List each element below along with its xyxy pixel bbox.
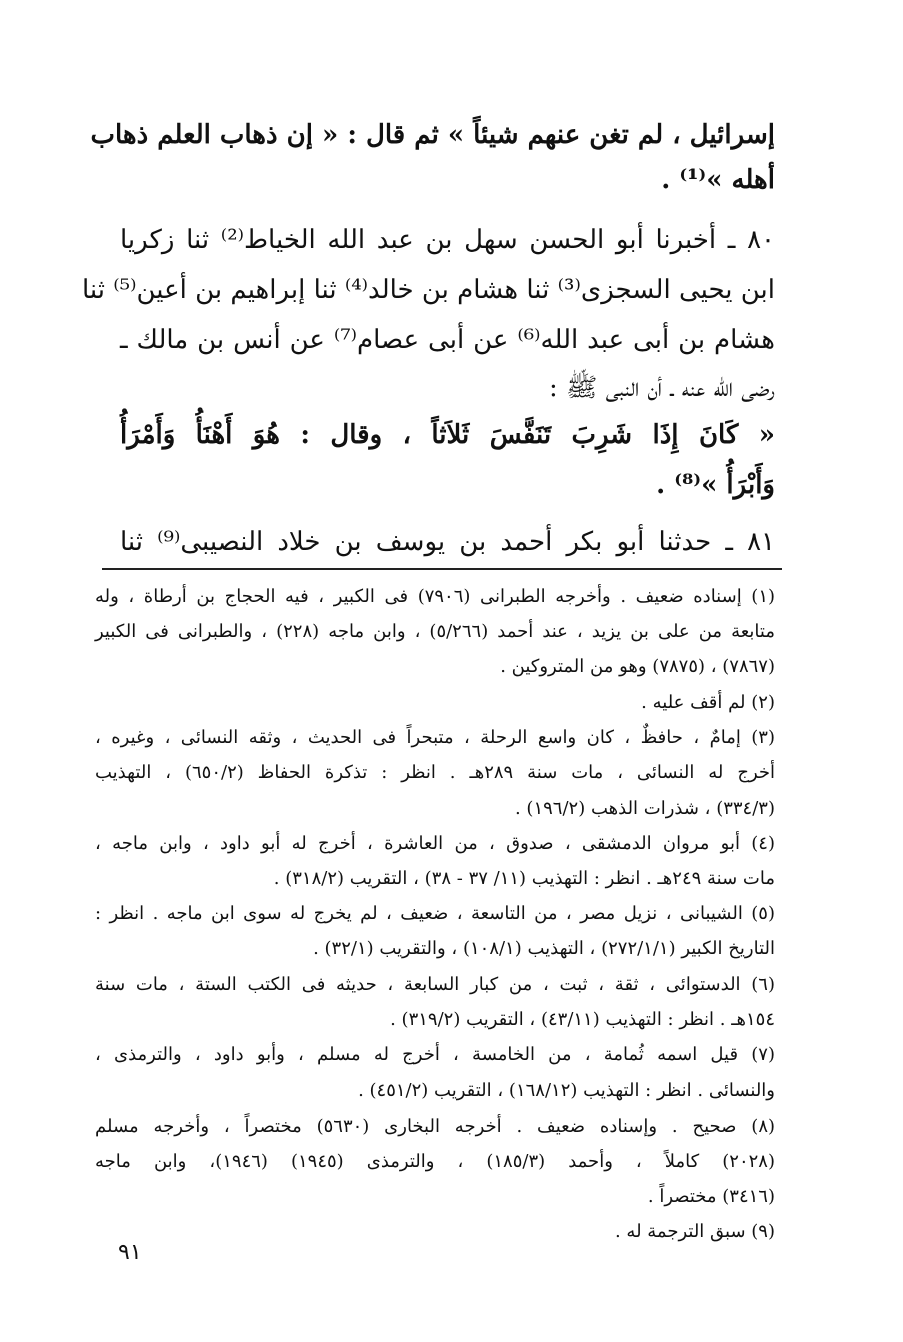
footnote-line: (٦) الدستوائى ، ثقة ، ثبت ، من كبار السابعة ، حديثه فى الكتب الستة ، مات سنة — [95, 974, 775, 995]
page-number: ٩١ — [118, 1240, 142, 1265]
footnote-line: (٨) صحيح . وإسناده ضعيف . أخرجه البخارى (٥٦٣٠) مختصراً ، وأخرجه مسلم — [95, 1116, 776, 1137]
footnote-line: مات سنة ٢٤٩هـ . انظر : التهذيب (١١/ ٣٧ - ٣٨) ، التقريب (٣١٨/٢) . — [273, 868, 775, 889]
footnote-line: (٣٤١٦) مختصراً . — [647, 1186, 775, 1207]
footnote-line: (٢٠٢٨) كاملاً ، وأحمد (١٨٥/٣) ، والترمذى (١٩٤٥) (١٩٤٦)، وابن ماجه — [95, 1151, 775, 1172]
footnote-line: التاريخ الكبير (٢٧٢/١/١) ، التهذيب (١٠٨/١) ، والتقريب (٣٢/١) . — [313, 938, 775, 959]
footnote-line: (٧٨٦٧) ، (٧٨٧٥) وهو من المتروكين . — [500, 656, 775, 677]
footnote-line: متابعة من على بن يزيد ، عند أحمد (٥/٢٦٦) ، وابن ماجه (٢٢٨) ، والطبرانى فى الكبير — [95, 621, 775, 642]
hadith-text-line: وَأَبْرَأُ »⁽⁸⁾ . — [656, 470, 775, 500]
hadith-80-line: ٨٠ ـ أخبرنا أبو الحسن سهل بن عبد الله الخياط⁽²⁾ ثنا زكريا — [120, 225, 776, 255]
footnote-line: (١) إسناده ضعيف . وأخرجه الطبرانى (٧٩٠٦) فى الكبير ، فيه الحجاج بن أرطاة ، وله — [95, 586, 776, 607]
main-text-line: هشام بن أبى عبد الله⁽⁶⁾ عن أبى عصام⁽⁷⁾ عن أنس بن مالك ـ — [120, 325, 775, 355]
footnote-line: (٣٣٤/٣) ، شذرات الذهب (١٩٦/٢) . — [514, 798, 775, 819]
main-text-line: إسرائيل ، لم تغن عنهم شيئاً » ثم قال : « إن ذهاب العلم ذهاب — [90, 120, 775, 150]
hadith-81-line: ٨١ ـ حدثنا أبو بكر أحمد بن يوسف بن خلاد النصيبى⁽⁹⁾ ثنا — [120, 527, 775, 557]
footnote-line: (٤) أبو مروان الدمشقى ، صدوق ، من العاشرة ، أخرج له أبو داود ، وابن ماجه ، — [95, 833, 775, 854]
footnote-line: (٥) الشيبانى ، نزيل مصر ، من التاسعة ، ضعيف ، لم يخرج له سوى ابن ماجه . انظر : — [95, 903, 775, 924]
footnote-line: (٢) لم أقف عليه . — [641, 692, 775, 713]
footnote-line: والنسائى . انظر : التهذيب (١٦٨/١٢) ، التقريب (٤٥١/٢) . — [358, 1080, 775, 1101]
footnote-divider — [102, 568, 782, 570]
footnote-line: (٣) إمامٌ ، حافظٌ ، كان واسع الرحلة ، متبحراً فى الحديث ، وثقه النسائى ، وغيره ، — [95, 727, 775, 748]
footnote-line: ١٥٤هـ . انظر : التهذيب (٤٣/١١) ، التقريب (٣١٩/٢) . — [390, 1009, 775, 1030]
footnote-line: (٧) قيل اسمه ثُمامة ، من الخامسة ، أخرج له مسلم ، وأبو داود ، والترمذى ، — [95, 1044, 775, 1065]
footnote-line: أخرج له النسائى ، مات سنة ٢٨٩هـ . انظر : تذكرة الحفاظ (٦٥٠/٢) ، التهذيب — [95, 762, 776, 783]
hadith-text-line: « كَانَ إِذَا شَرِبَ تَنَفَّسَ ثَلاَثاً ، وقال : هُوَ أَهْنَأُ وَأَمْرَأُ — [120, 420, 775, 450]
main-text-line: رضى الله عنه ـ أن النبى ﷺ : — [548, 373, 775, 403]
main-text-line: ابن يحيى السجزى⁽³⁾ ثنا هشام بن خالد⁽⁴⁾ ثنا إبراهيم بن أعين⁽⁵⁾ ثنا — [82, 275, 775, 305]
footnote-line: (٩) سبق الترجمة له . — [614, 1221, 775, 1242]
main-text-line: أهله »⁽¹⁾ . — [661, 165, 775, 195]
